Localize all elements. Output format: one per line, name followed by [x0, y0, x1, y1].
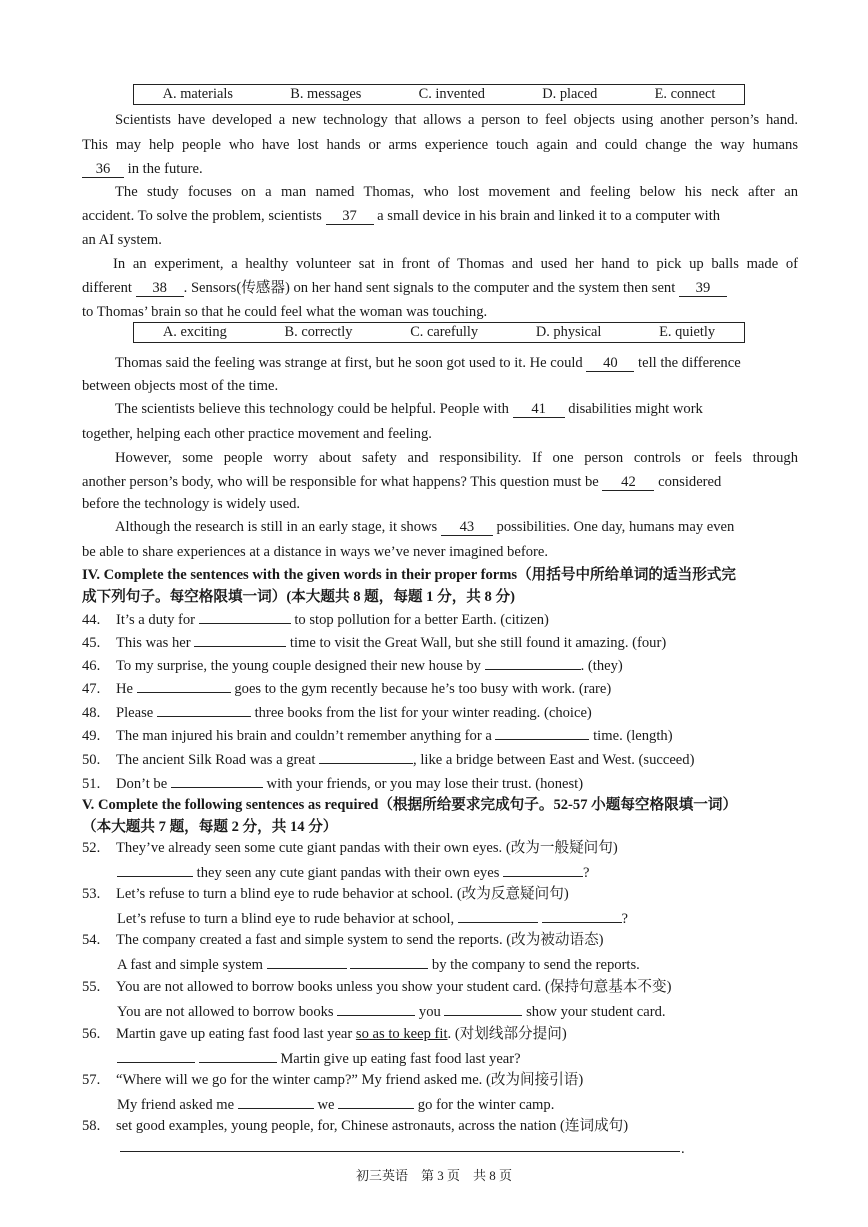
passage-line: 36 in the future. [82, 160, 798, 178]
passage-line: together, helping each other practice movement and feeling. [82, 426, 432, 442]
blank-40[interactable]: 40 [586, 355, 634, 372]
question-53: 53. Let’s refuse to turn a blind eye to rude behavior at school. (改为反意疑问句) [82, 886, 569, 902]
passage-line: Thomas said the feeling was strange at first, but he soon got used to it. He could 40 tell the difference [115, 355, 741, 371]
word-box-2 [133, 322, 745, 343]
question-47: 47. He goes to the gym recently because he’s too busy with work. (rare) [82, 678, 611, 698]
question-57-answer: My friend asked me we go for the winter camp. [117, 1094, 554, 1114]
answer-blank[interactable] [503, 862, 583, 877]
answer-blank[interactable] [194, 632, 286, 647]
passage-line: between objects most of the time. [82, 378, 279, 394]
question-46: 46. To my surprise, the young couple designed their new house by . (they) [82, 655, 623, 675]
blank-43[interactable]: 43 [441, 519, 493, 536]
answer-blank[interactable] [267, 954, 347, 969]
blank-39[interactable]: 39 [679, 280, 727, 297]
passage-line: The scientists believe this technology could be helpful. People with 41 disabilities might work [115, 401, 703, 417]
question-49: 49. The man injured his brain and couldn’t remember anything for a time. (length) [82, 725, 673, 745]
question-52-answer: they seen any cute giant pandas with their own eyes ? [117, 862, 590, 882]
section-heading: （本大题共 7 题，每题 2 分，共 14 分） [82, 819, 338, 835]
passage-line: before the technology is widely used. [82, 496, 301, 512]
passage-line: Although the research is still in an early stage, it shows 43 possibilities. One day, humans may even [115, 519, 735, 535]
passage-line: In an experiment, a healthy volunteer sat in front of Thomas and used her hand to pick up balls made of [113, 256, 798, 272]
option: C. invented [418, 86, 485, 102]
blank-36[interactable]: 36 [82, 161, 124, 178]
passage-line: Scientists have developed a new technology that allows a person to feel objects using another person’s hand. [115, 112, 798, 128]
passage-line: accident. To solve the problem, scientists 37 a small device in his brain and linked it to a computer with [82, 208, 721, 224]
answer-blank[interactable] [117, 862, 193, 877]
answer-blank[interactable] [199, 1048, 277, 1063]
answer-blank[interactable] [238, 1094, 314, 1109]
question-56-answer: Martin give up eating fast food last year? [117, 1048, 521, 1068]
passage-line: different 38 . Sensors(传感器) on her hand sent signals to the computer and the system then sent 39 [82, 279, 798, 297]
option: E. quietly [659, 324, 716, 340]
answer-line-period: . [681, 1141, 685, 1157]
question-52: 52. They’ve already seen some cute giant pandas with their own eyes. (改为一般疑问句) [82, 840, 618, 856]
passage-line: an AI system. [82, 232, 162, 248]
blank-37[interactable]: 37 [326, 208, 374, 225]
answer-blank[interactable] [495, 725, 589, 740]
question-58: 58. set good examples, young people, for, Chinese astronauts, across the nation (连词成句) [82, 1118, 629, 1134]
option: A. exciting [162, 324, 227, 340]
question-44: 44. It’s a duty for to stop pollution for a better Earth. (citizen) [82, 609, 549, 629]
answer-blank[interactable] [444, 1001, 522, 1016]
option: E. connect [654, 86, 716, 102]
answer-blank[interactable] [350, 954, 428, 969]
question-48: 48. Please three books from the list for your winter reading. (choice) [82, 702, 592, 722]
blank-38[interactable]: 38 [136, 280, 184, 297]
option: D. placed [542, 86, 598, 102]
passage-line: to Thomas’ brain so that he could feel what the woman was touching. [82, 304, 488, 320]
word-box-1 [133, 84, 745, 105]
passage-line: be able to share experiences at a distance in ways we’ve never imagined before. [82, 544, 548, 560]
section-heading: V. Complete the following sentences as required（根据所给要求完成句子。52-57 小题每空格限填一词） [82, 797, 738, 813]
question-54-answer: A fast and simple system by the company to send the reports. [117, 954, 640, 974]
option: B. correctly [284, 324, 353, 340]
answer-blank[interactable] [338, 1094, 414, 1109]
blank-42[interactable]: 42 [602, 474, 654, 491]
answer-blank[interactable] [319, 749, 413, 764]
question-55-answer: You are not allowed to borrow books you show your student card. [117, 1001, 666, 1021]
answer-blank[interactable] [485, 655, 581, 670]
answer-blank[interactable] [117, 1048, 195, 1063]
blank-41[interactable]: 41 [513, 401, 565, 418]
answer-blank[interactable] [137, 678, 231, 693]
question-57: 57. “Where will we go for the winter camp?” My friend asked me. (改为间接引语) [82, 1072, 584, 1088]
question-58-answer-line[interactable] [120, 1151, 680, 1152]
answer-blank[interactable] [199, 609, 291, 624]
option: B. messages [290, 86, 362, 102]
question-50: 50. The ancient Silk Road was a great , like a bridge between East and West. (succeed) [82, 749, 694, 769]
answer-blank[interactable] [458, 908, 538, 923]
answer-blank[interactable] [157, 702, 251, 717]
answer-blank[interactable] [171, 773, 263, 788]
passage-line: The study focuses on a man named Thomas, who lost movement and feeling below his neck after an [115, 184, 798, 200]
question-45: 45. This was her time to visit the Great Wall, but she still found it amazing. (four) [82, 632, 666, 652]
option: D. physical [535, 324, 602, 340]
section-heading: IV. Complete the sentences with the given words in their proper forms（用括号中所给单词的适当形式完 [82, 567, 736, 583]
passage-line: This may help people who have lost hands or arms experience touch again and could change the way humans [82, 137, 798, 153]
question-54: 54. The company created a fast and simple system to send the reports. (改为被动语态) [82, 932, 604, 948]
option: C. carefully [410, 324, 479, 340]
page-footer: 初三英语 第 3 页 共 8 页 [355, 1168, 512, 1183]
section-heading: 成下列句子。每空格限填一词）(本大题共 8 题，每题 1 分，共 8 分) [82, 589, 515, 605]
answer-blank[interactable] [337, 1001, 415, 1016]
answer-blank[interactable] [542, 908, 622, 923]
question-55: 55. You are not allowed to borrow books unless you show your student card. (保持句意基本不变) [82, 979, 672, 995]
question-56: 56. Martin gave up eating fast food last year so as to keep fit. (对划线部分提问) [82, 1026, 567, 1042]
passage-line: However, some people worry about safety and responsibility. If one person controls or feels through [115, 450, 798, 466]
option: A. materials [162, 86, 233, 102]
question-53-answer: Let’s refuse to turn a blind eye to rude behavior at school, ? [117, 908, 628, 928]
question-51: 51. Don’t be with your friends, or you may lose their trust. (honest) [82, 773, 583, 793]
passage-line: another person’s body, who will be responsible for what happens? This question must be 42 considered [82, 474, 722, 490]
